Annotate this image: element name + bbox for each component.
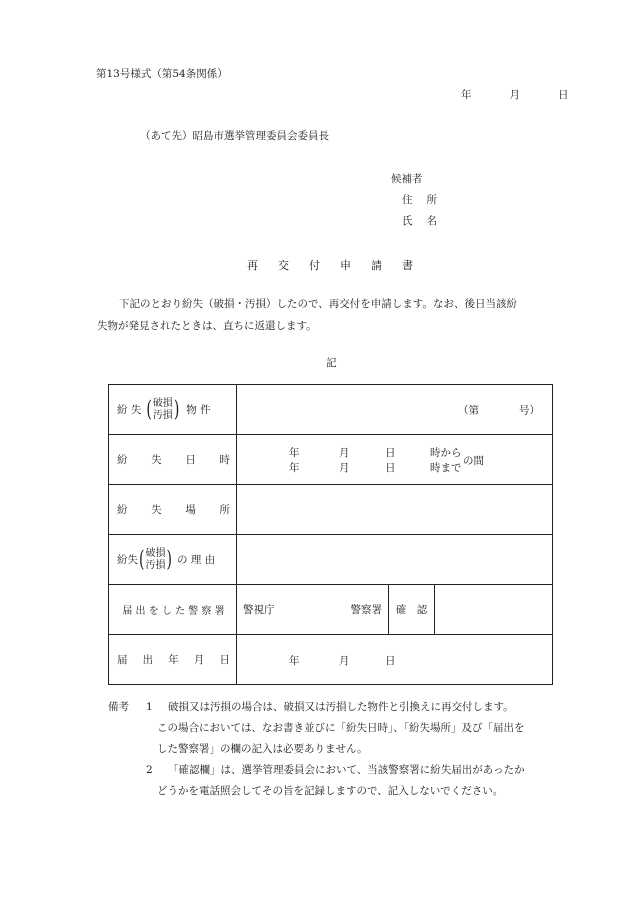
- label-report-date: 届 出 年 月 日: [109, 635, 237, 685]
- confirm-label: 確 認: [389, 585, 435, 635]
- row-lost-item: [109, 385, 553, 435]
- label-lost-item: 紛 失 ( 破損 汚損 ) 物 件: [109, 385, 237, 435]
- row-reason: [109, 535, 553, 585]
- confirm-field[interactable]: [435, 585, 553, 635]
- date-month: 月: [509, 89, 520, 101]
- candidate-address-label: 住 所: [402, 194, 437, 206]
- report-date-field[interactable]: 年 月 日: [237, 635, 553, 685]
- body-text-line-1: 下記のとおり紛失（破損・汚損）したので、再交付を申請します。なお、後日当該紛: [119, 298, 517, 310]
- label-police: 届 出 を し た 警 察 署: [109, 585, 237, 635]
- candidate-name-label: 氏 名: [402, 215, 437, 227]
- form-number: 第13号様式（第54条関係）: [96, 68, 228, 80]
- row-lost-datetime: [109, 435, 553, 485]
- row-police: [109, 585, 553, 635]
- document-title: 再 交 付 申 請 書: [247, 259, 413, 272]
- lost-datetime-field[interactable]: 年 月 日 時から 年 月 日 時まで の間: [237, 435, 553, 485]
- body-text-line-2: 失物が発見されたときは、直ちに返還します。: [97, 320, 317, 332]
- label-lost-datetime: 紛 失 日 時: [109, 435, 237, 485]
- label-lost-place: 紛 失 場 所: [109, 485, 237, 535]
- lost-item-field[interactable]: （第 号）: [237, 385, 553, 435]
- police-station-field[interactable]: 警視庁 警察署: [237, 585, 389, 635]
- candidate-heading: 候補者: [391, 173, 423, 185]
- reason-field[interactable]: [237, 535, 553, 585]
- application-table: [108, 384, 553, 685]
- date-day: 日: [558, 89, 569, 101]
- ki-heading: 記: [326, 357, 337, 369]
- row-report-date: [109, 635, 553, 685]
- row-lost-place: [109, 485, 553, 535]
- addressee: （あて先）昭島市選挙管理委員会委員長: [140, 130, 329, 142]
- lost-place-field[interactable]: [237, 485, 553, 535]
- date-year: 年: [461, 89, 472, 101]
- label-reason: 紛失 ( 破損 汚損 ) の 理 由: [109, 535, 237, 585]
- date-line: [461, 89, 569, 102]
- notes: 備考 1 破損又は汚損の場合は、破損又は汚損した物件と引換えに再交付します。 この場合においては、なお書き並びに「紛失日時」、「紛失場所」及び「届出を した警察署」の欄の記入は必要ありません。 2 「確認欄」は、選挙管理委員会において、当該警察署に紛失届出があったか どうかを電話照会してその旨を記録しますので、記入しないでください。: [108, 701, 525, 797]
